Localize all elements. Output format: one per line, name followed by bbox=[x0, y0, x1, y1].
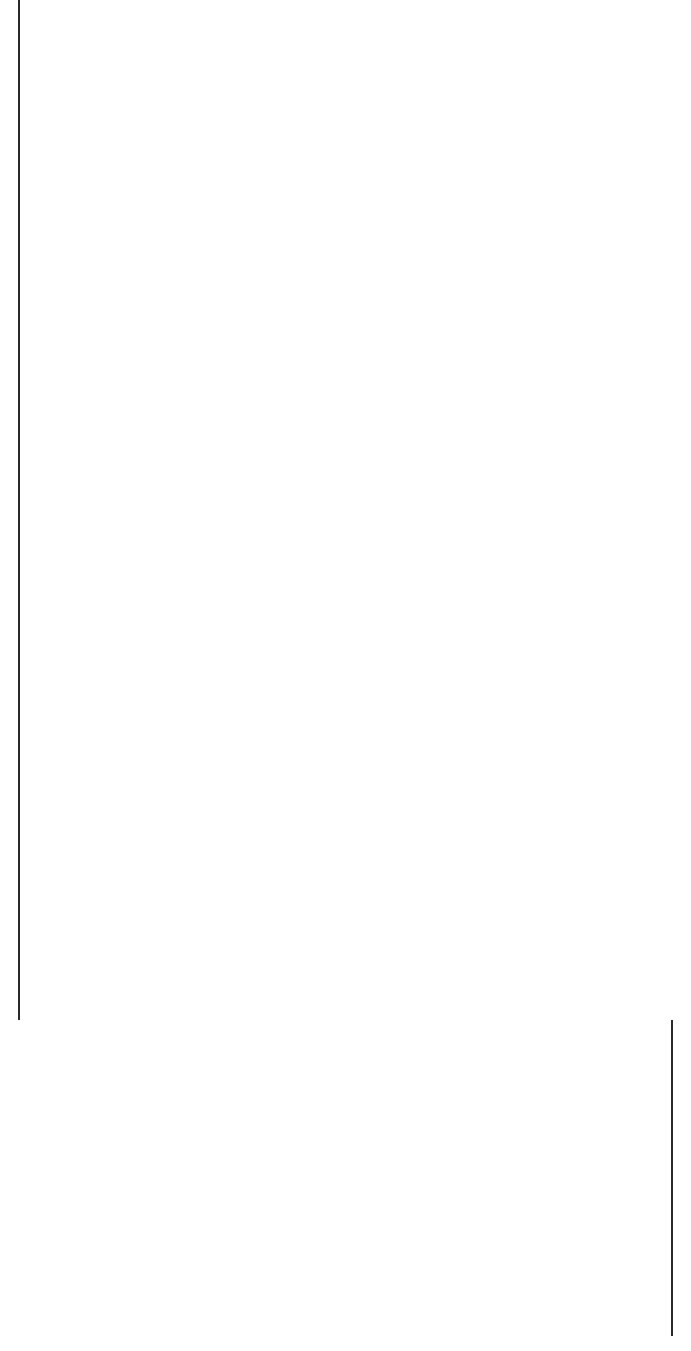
left-column-rule bbox=[18, 0, 20, 1020]
right-column-rule bbox=[671, 1020, 673, 1336]
